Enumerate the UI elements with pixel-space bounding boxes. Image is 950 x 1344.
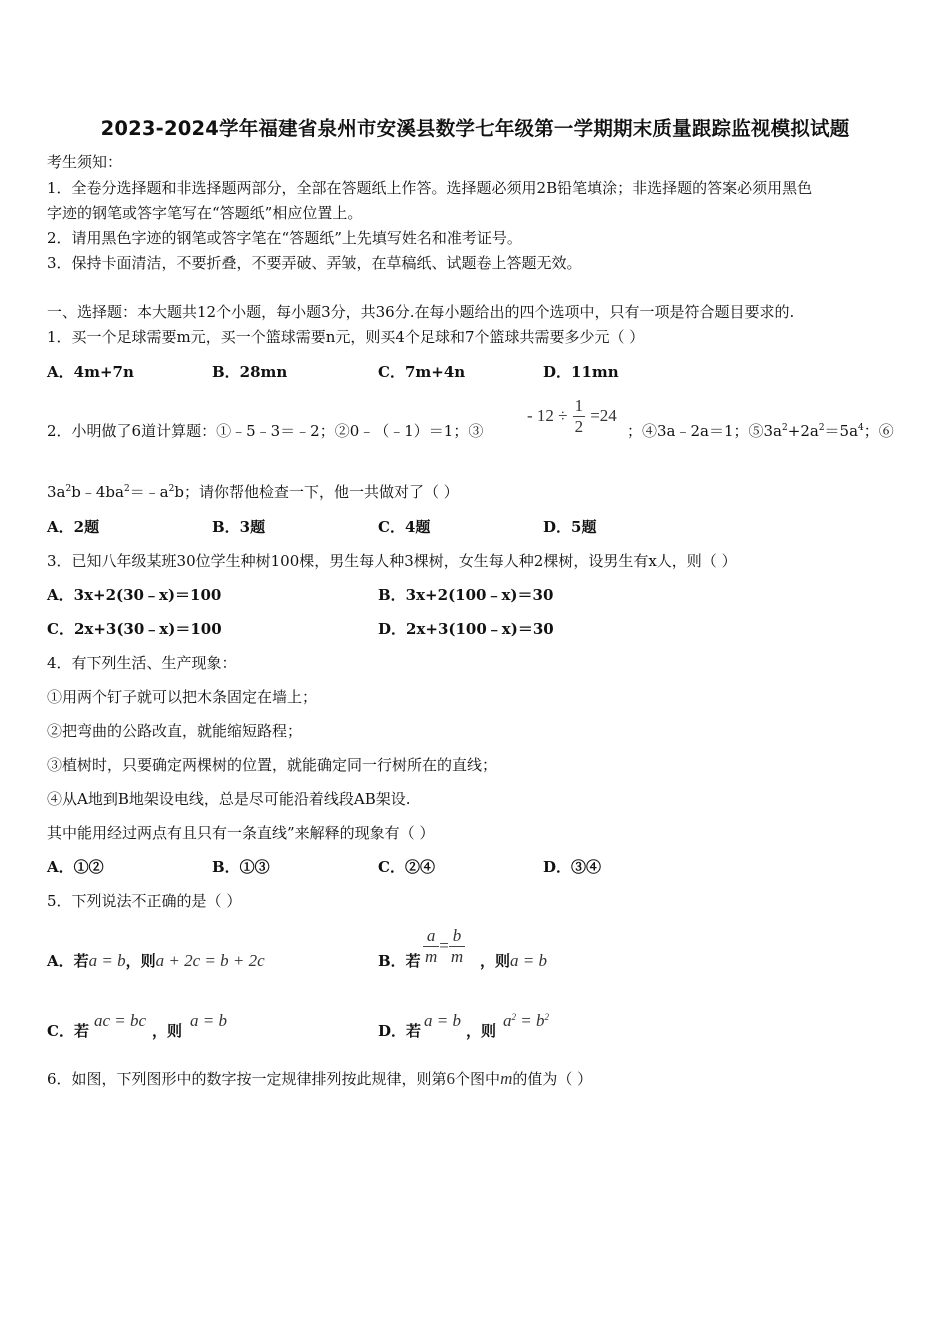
notice-item-3: 3．保持卡面清洁，不要折叠，不要弄破、弄皱，在草稿纸、试题卷上答题无效。 [47,254,582,272]
q5-b-num-1: a [423,926,439,947]
q5-option-c-label: C．若 [47,1022,89,1040]
q5-d-expr1: a = b [424,1011,461,1030]
notice-item-1-line-1: 1．全卷分选择题和非选择题两部分，全部在答题纸上作答。选择题必须用2B铅笔填涂；非选择题的答案必须用黑色 [47,179,813,197]
q2-part-b2: +2a [787,422,819,440]
q3-option-d: D．2x+3(100﹣x)＝30 [378,620,554,638]
q1-option-a: A．4m+7n [47,363,134,381]
q2-l2-b: b﹣4ba [71,483,124,501]
question-2-stem-start: 2．小明做了6道计算题：①﹣5﹣3＝﹣2；②0﹣（﹣1）＝1；③ [47,422,484,440]
notice-heading: 考生须知： [47,153,123,171]
q4-option-b: B．①③ [212,858,270,876]
q5-option-a [47,951,265,971]
notice-item-1-line-2: 字迹的钢笔或答字笔写在“答题纸”相应位置上。 [47,204,363,222]
q4-option-c: C．②④ [378,858,435,876]
q2-l2-sup2: 2 [123,484,130,494]
question-5-stem: 5．下列说法不正确的是（ ） [47,892,242,910]
q5-option-b-label: B．若 [378,952,421,970]
q5-d-a: a [503,1011,512,1030]
question-2-line-2 [47,482,459,502]
q4-option-d: D．③④ [543,858,602,876]
q2-l2-d: b；请你帮他检查一下，他一共做对了（ ） [174,483,459,501]
q5-option-b-fractions [423,926,465,967]
q2-option-c: C．4题 [378,518,431,536]
q5-d-sup2: 2 [544,1012,549,1022]
q2-l2-sup3: 2 [168,484,175,494]
section-heading: 一、选择题：本大题共12个小题，每小题3分，共36分.在每小题给出的四个选项中，只有一项是符合题目要求的. [47,303,795,321]
q5-d-mid: ，则 [466,1022,497,1040]
q2-l2-sup1: 2 [65,484,72,494]
q6-num: 6 [446,1069,456,1088]
q2-sup-c: 4 [858,423,864,433]
q6-var: m [500,1069,513,1088]
q2-fraction [573,396,586,437]
q4-question: 其中能用经过两点有且只有一条直线”来解释的现象有（ ） [47,824,435,842]
q2-fraction-prefix: - 12 ÷ [527,406,568,425]
q5-c-expr2: a = b [190,1011,227,1030]
q5-b-den-2: m [450,947,464,966]
q4-item-2: ②把弯曲的公路改直，就能缩短路程； [47,722,303,740]
q2-fraction-denominator: 2 [574,417,584,436]
question-3-stem: 3．已知八年级某班30位学生种树100棵，男生每人种3棵树，女生每人种2棵树，设男生有x人，则（ ） [47,552,737,570]
q2-fraction-suffix: =24 [590,406,617,425]
q2-option-b: B．3题 [212,518,266,536]
q4-item-1: ①用两个钉子就可以把木条固定在墙上； [47,688,318,706]
q5-b-expr: a = b [510,951,547,970]
q4-item-3: ③植树时，只要确定两棵树的位置，就能确定同一行树所在的直线； [47,756,498,774]
q2-fraction-numerator: 1 [574,396,584,415]
q3-option-a: A．3x+2(30﹣x)＝100 [47,586,222,604]
q5-b-frac-1 [423,926,439,967]
q5-a-mid: ，则 [125,952,156,970]
q5-b-num-2: b [449,926,465,947]
q4-option-a: A．①② [47,858,104,876]
q5-option-d-label: D．若 [378,1022,422,1040]
q5-a-label: A．若 [47,952,89,970]
q3-option-b: B．3x+2(100﹣x)＝30 [378,586,554,604]
q4-item-4: ④从A地到B地架设电线，总是尽可能沿着线段AB架设. [47,790,411,808]
q1-option-b: B．28mn [212,363,288,381]
q6-part-b: 个图中 [455,1070,501,1088]
q5-b-eq: = [439,936,449,955]
q1-option-d: D．11mn [543,363,619,381]
q3-option-c: C．2x+3(30﹣x)＝100 [47,620,222,638]
question-2-stem-end [627,421,894,441]
q5-b-den-1: m [425,947,438,966]
q2-sup-a: 2 [782,423,788,433]
q5-a-expr1: a = b [88,951,126,970]
q5-a-expr2: a + 2c = b + 2c [155,951,265,970]
q5-c-mid: ，则 [152,1022,183,1040]
q2-sup-b: 2 [818,423,825,433]
q5-d-sup1: 2 [511,1012,516,1022]
q5-b-frac-2 [449,926,465,967]
q6-part-a: 6．如图，下列图形中的数字按一定规律排列按此规律，则第 [47,1070,447,1088]
q2-part-b3: ＝5a [824,422,859,440]
question-4-stem: 4．有下列生活、生产现象： [47,654,237,672]
notice-item-2: 2．请用黑色字迹的钢笔或答字笔在“答题纸”上先填写姓名和准考证号。 [47,229,522,247]
q5-d-eq: = b [516,1011,545,1030]
question-1-stem: 1．买一个足球需要m元，买一个篮球需要n元，则买4个足球和7个篮球共需要多少元（ ） [47,328,645,346]
q2-l2-c: ＝﹣a [129,483,169,501]
q2-part-b4: ；⑥ [863,422,894,440]
q1-option-c: C．7m+4n [378,363,466,381]
q2-option-d: D．5题 [543,518,597,536]
q2-fraction-expression [527,396,617,437]
q5-option-b-tail [480,951,547,971]
q5-c-expr1: ac = bc [94,1011,147,1030]
q6-part-c: 的值为（ ） [512,1070,593,1088]
q5-d-expr2 [503,1011,549,1031]
q5-b-mid: ，则 [480,952,511,970]
q2-l2-a: 3a [47,483,66,501]
q2-part-b1: ；④3a﹣2a＝1；⑤3a [627,422,783,440]
page-title: 2023-2024学年福建省泉州市安溪县数学七年级第一学期期末质量跟踪监视模拟试题 [100,117,850,140]
question-6-stem [47,1069,592,1089]
q2-option-a: A．2题 [47,518,100,536]
